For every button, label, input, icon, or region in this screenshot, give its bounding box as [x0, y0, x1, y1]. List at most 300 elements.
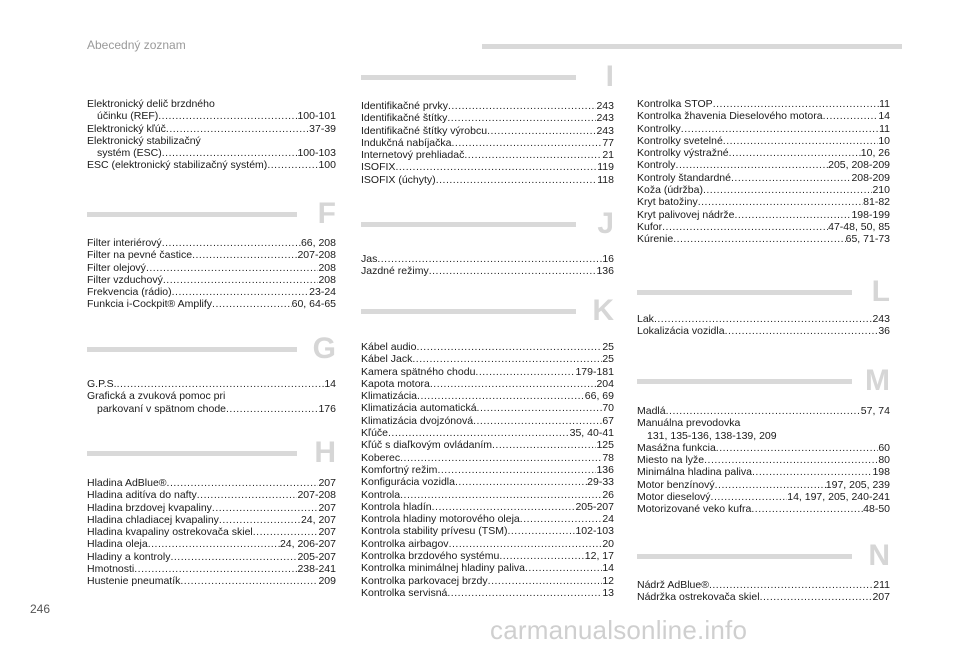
entry-term: Hustenie pneumatík — [87, 575, 181, 588]
entry-term: Kontrolka žhavenia Dieselového motora — [637, 110, 823, 123]
dot-leader — [507, 525, 575, 537]
page-header-title: Abecedný zoznam — [87, 38, 186, 52]
entry-page-ref: 205, 208-209 — [828, 159, 890, 172]
entry-page-ref: 204 — [596, 377, 614, 390]
entry-page-ref: 118 — [597, 173, 614, 186]
entry-page-ref: 66, 208 — [300, 237, 336, 249]
index-entry — [87, 135, 336, 147]
section-header — [637, 540, 890, 576]
dot-leader — [464, 149, 602, 161]
dot-leader — [416, 341, 602, 353]
entry-term: Internetový prehliadač — [361, 149, 465, 162]
dot-leader — [417, 390, 585, 402]
entry-term: Manuálna prevodovka — [637, 417, 741, 430]
index-entry — [637, 454, 890, 466]
index-entry — [637, 209, 890, 221]
dot-leader — [713, 98, 879, 110]
entry-term: Motor benzínový — [637, 478, 715, 491]
section-rule — [87, 347, 297, 352]
dot-leader — [487, 125, 596, 137]
entry-term: Klimatizácia — [361, 390, 418, 403]
entry-term: Elektronický stabilizačný — [87, 134, 201, 147]
index-entry — [361, 550, 614, 562]
entry-page-ref: 65, 71-73 — [845, 233, 890, 246]
index-entry — [637, 159, 890, 171]
entry-term: Kontrolky — [637, 122, 681, 135]
section-letter: M — [865, 364, 890, 397]
index-entry — [361, 390, 614, 402]
section-header — [87, 333, 336, 369]
dot-leader — [709, 579, 873, 591]
entry-page-ref: 207-208 — [297, 249, 336, 262]
entry-page-ref: 207 — [318, 477, 336, 489]
section-header — [87, 198, 336, 234]
entry-term: Filter olejový — [87, 261, 146, 274]
dot-leader — [475, 366, 575, 378]
index-entry — [87, 575, 336, 587]
entry-list — [87, 98, 336, 172]
entry-term: Minimálna hladina paliva — [637, 466, 752, 479]
entry-term: Indukčná nabíjačka — [361, 136, 452, 149]
entry-page-ref: 208 — [318, 273, 336, 286]
dot-leader — [731, 172, 851, 184]
entry-term: Kamera spätného chodu — [361, 365, 476, 378]
dot-leader — [823, 110, 879, 122]
dot-leader — [488, 575, 603, 587]
entry-page-ref: 26 — [602, 488, 614, 501]
entry-term: Filter na pevné častice — [87, 249, 193, 262]
entry-page-ref: 12 — [602, 574, 614, 587]
entry-page-ref: 211 — [873, 579, 890, 591]
entry-list — [87, 477, 336, 588]
entry-page-ref: 13 — [602, 586, 614, 599]
index-entry — [87, 538, 336, 550]
dot-leader — [430, 378, 597, 390]
index-section-g — [87, 333, 336, 415]
entry-term: Klimatizácia dvojzónová — [361, 414, 474, 427]
entry-page-ref: 11 — [879, 98, 890, 110]
dot-leader — [162, 147, 298, 159]
section-letter: J — [597, 207, 614, 240]
dot-leader — [716, 442, 879, 454]
index-entry — [361, 489, 614, 501]
dot-leader — [734, 209, 851, 221]
entry-page-ref: 207 — [318, 501, 336, 514]
index-entry — [637, 325, 890, 337]
entry-page-ref: 243 — [596, 124, 614, 137]
index-entry — [87, 551, 336, 563]
entry-page-ref: 207 — [318, 526, 336, 539]
index-entry — [361, 476, 614, 488]
section-rule — [637, 554, 852, 559]
entry-page-ref: 57, 74 — [860, 405, 890, 417]
index-section-m — [637, 365, 890, 516]
entry-list — [361, 253, 614, 278]
index-entry — [637, 221, 890, 233]
entry-term: Miesto na lyže — [637, 454, 705, 467]
entry-term: Grafická a zvuková pomoc pri — [87, 390, 226, 403]
entry-term: Filter interiérový — [87, 237, 162, 249]
entry-page-ref: 243 — [596, 112, 614, 125]
dot-leader — [219, 514, 301, 526]
entry-page-ref: 35, 40-41 — [569, 427, 614, 440]
entry-term: Hladina oleja — [87, 538, 148, 551]
dot-leader — [226, 403, 318, 415]
index-entry — [361, 149, 614, 161]
entry-term: Kryt batožiny — [637, 196, 698, 209]
header-rule — [482, 44, 902, 49]
entry-term: Nádržka ostrekovača skiel — [637, 591, 760, 604]
index-entry — [87, 286, 336, 298]
dot-leader — [473, 415, 602, 427]
entry-term: systém (ESC) — [97, 147, 162, 160]
section-letter: G — [312, 332, 336, 365]
entry-page-ref: 47-48, 50, 85 — [828, 220, 890, 233]
entry-page-ref: 60 — [878, 441, 890, 454]
dot-leader — [492, 439, 596, 451]
entry-term: Kontrola hladiny motorového oleja — [361, 513, 520, 526]
entry-page-ref: 77 — [602, 136, 614, 149]
index-entry — [87, 147, 336, 159]
entry-term: účinku (REF) — [97, 110, 159, 123]
section-header — [361, 295, 614, 331]
entry-term: Lokalizácia vozidla — [637, 325, 725, 338]
index-entry — [361, 575, 614, 587]
section-letter: L — [871, 275, 890, 308]
dot-leader — [148, 538, 280, 550]
dot-leader — [180, 575, 318, 587]
dot-leader — [162, 237, 301, 249]
entry-term: Kábel audio — [361, 341, 417, 353]
section-header — [637, 276, 890, 312]
dot-leader — [760, 591, 873, 603]
entry-term: Kontrolky výstražné — [637, 147, 729, 160]
section-header — [637, 365, 890, 401]
section-letter: I — [605, 60, 614, 93]
entry-term: Lak — [637, 313, 654, 325]
dot-leader — [212, 298, 292, 310]
entry-term: Identifikačné prvky — [361, 100, 448, 112]
watermark-text: carmanualsonline.info — [490, 615, 748, 645]
dot-leader — [134, 563, 297, 575]
index-entry — [637, 442, 890, 454]
dot-leader — [432, 501, 576, 513]
index-entry — [637, 479, 890, 491]
dot-leader — [400, 489, 602, 501]
entry-term: Kontroly štandardné — [637, 171, 731, 184]
entry-term: Kontrolka servisná — [361, 586, 448, 599]
entry-page-ref: 81-82 — [863, 196, 890, 209]
entry-page-ref: 25 — [602, 341, 614, 353]
section-rule — [361, 75, 576, 80]
entry-page-ref: 24, 207 — [300, 513, 336, 526]
dot-leader — [163, 274, 319, 286]
index-entry — [637, 123, 890, 135]
dot-leader — [117, 378, 325, 390]
dot-leader — [703, 184, 873, 196]
index-entry — [637, 405, 890, 417]
entry-term: Hladina brzdovej kvapaliny — [87, 501, 212, 514]
index-entry — [87, 262, 336, 274]
index-entry — [361, 137, 614, 149]
section-rule — [637, 379, 852, 384]
entry-term: Kontrolka STOP — [637, 98, 713, 110]
index-entry — [361, 513, 614, 525]
entry-page-ref: 179-181 — [575, 365, 614, 378]
entry-page-ref: 119 — [597, 161, 614, 174]
dot-leader — [729, 147, 861, 159]
index-entry — [87, 378, 336, 390]
entry-term: Hladiny a kontroly — [87, 550, 171, 563]
index-entry — [637, 172, 890, 184]
dot-leader — [525, 562, 602, 574]
dot-leader — [666, 405, 861, 417]
entry-page-ref: 210 — [872, 184, 890, 197]
dot-leader — [448, 100, 597, 112]
index-entry — [361, 538, 614, 550]
dot-leader — [377, 253, 602, 265]
dot-leader — [725, 325, 879, 337]
index-entry — [361, 353, 614, 365]
section-rule — [361, 222, 576, 227]
dot-leader — [253, 526, 319, 538]
dot-leader — [212, 502, 319, 514]
index-entry — [87, 563, 336, 575]
entry-page-ref: 67 — [602, 414, 614, 427]
index-entry — [361, 265, 614, 277]
entry-list — [361, 341, 614, 599]
entry-term: Identifikačné štítky výrobcu — [361, 124, 488, 137]
entry-term: Kľúče — [361, 427, 388, 440]
entry-term: Madlá — [637, 405, 666, 417]
entry-page-ref: 23-24 — [309, 286, 336, 299]
dot-leader — [197, 489, 298, 501]
entry-page-ref: 14 — [878, 110, 890, 123]
index-entry — [361, 161, 614, 173]
index-entry — [361, 378, 614, 390]
dot-leader — [477, 402, 603, 414]
entry-page-ref: 10 — [878, 134, 890, 147]
entry-page-ref: 12, 17 — [584, 550, 614, 563]
entry-term: Hladina AdBlue® — [87, 477, 167, 489]
entry-term: Kontrola hladín — [361, 500, 432, 513]
dot-leader — [172, 286, 310, 298]
section-rule — [87, 451, 297, 456]
dot-leader — [676, 159, 829, 171]
entry-page-ref: 14, 197, 205, 240-241 — [787, 491, 890, 504]
entry-term: ESC (elektronický stabilizačný systém) — [87, 159, 268, 172]
index-entry — [361, 452, 614, 464]
entry-term: Jazdné režimy — [361, 265, 429, 278]
entry-page-ref: 11 — [879, 122, 890, 135]
entry-term: Kryt palivovej nádrže — [637, 208, 735, 221]
dot-leader — [400, 452, 602, 464]
entry-page-ref: 24, 206-207 — [279, 538, 336, 551]
dot-leader — [673, 233, 845, 245]
index-section-f — [87, 198, 336, 311]
entry-term: Kontrolky svetelné — [637, 134, 723, 147]
index-entry — [87, 237, 336, 249]
index-entry — [637, 417, 890, 429]
section-letter: F — [317, 197, 336, 230]
index-entry — [87, 159, 336, 171]
index-entry — [637, 430, 890, 442]
entry-page-ref: 37-39 — [309, 122, 336, 135]
index-section-i — [361, 61, 614, 186]
index-entry — [87, 110, 336, 122]
entry-term: Komfortný režim — [361, 463, 438, 476]
entry-page-ref: 14 — [602, 562, 614, 575]
entry-page-ref: 238-241 — [297, 563, 336, 576]
index-entry — [361, 415, 614, 427]
entry-page-ref: 48-50 — [863, 503, 890, 516]
dot-leader — [704, 454, 878, 466]
dot-leader — [267, 159, 318, 171]
index-entry — [637, 503, 890, 515]
entry-page-ref: 10, 26 — [860, 147, 890, 160]
dot-leader — [455, 476, 587, 488]
entry-term: Nádrž AdBlue® — [637, 579, 709, 591]
index-entry — [361, 562, 614, 574]
entry-page-ref: 66, 69 — [584, 390, 614, 403]
entry-page-ref: 176 — [318, 402, 336, 415]
entry-term: Motor dieselový — [637, 491, 711, 504]
entry-term: Kontrolka parkovacej brzdy — [361, 574, 488, 587]
index-entry — [361, 366, 614, 378]
dot-leader — [166, 123, 309, 135]
index-entry — [361, 100, 614, 112]
entry-term: Hladina chladiacej kvapaliny — [87, 513, 219, 526]
dot-leader — [723, 135, 879, 147]
entry-term: Koža (údržba) — [637, 184, 703, 197]
index-entry — [87, 274, 336, 286]
dot-leader — [146, 262, 319, 274]
dot-leader — [698, 196, 863, 208]
dot-leader — [520, 513, 603, 525]
dot-leader — [711, 491, 788, 503]
entry-term: Konfigurácia vozidla — [361, 476, 455, 489]
index-entry — [361, 525, 614, 537]
entry-term: G.P.S. — [87, 378, 117, 390]
dot-leader — [499, 550, 584, 562]
entry-page-ref: 209 — [318, 575, 336, 588]
index-section-e — [87, 98, 336, 172]
section-rule — [87, 212, 297, 217]
dot-leader — [158, 110, 297, 122]
entry-page-ref: 136 — [596, 463, 614, 476]
entry-page-ref: 198 — [872, 466, 890, 479]
index-entry — [361, 125, 614, 137]
entry-term: Kufor — [637, 220, 663, 233]
entry-list — [361, 100, 614, 186]
index-entry — [637, 135, 890, 147]
dot-leader — [751, 503, 863, 515]
entry-term: Identifikačné štítky — [361, 112, 448, 125]
dot-leader — [388, 427, 570, 439]
entry-term: Frekvencia (rádio) — [87, 286, 172, 299]
section-header — [361, 61, 614, 97]
entry-term: Kúrenie — [637, 233, 674, 246]
entry-page-ref: 29-33 — [587, 476, 614, 489]
entry-page-ref: 16 — [602, 253, 614, 265]
entry-page-ref: 78 — [602, 451, 614, 464]
dot-leader — [436, 174, 598, 186]
entry-list — [637, 98, 890, 246]
entry-term: Elektronický delič brzdného — [87, 98, 215, 110]
entry-term: Filter vzduchový — [87, 273, 163, 286]
index-entry — [637, 313, 890, 325]
index-entry — [87, 477, 336, 489]
entry-term: Kapota motora — [361, 377, 430, 390]
index-entry — [361, 427, 614, 439]
entry-page-ref: 243 — [596, 100, 614, 112]
entry-page-ref: 207 — [872, 591, 890, 604]
index-entry — [637, 98, 890, 110]
index-section-h — [87, 437, 336, 588]
entry-page-ref: 60, 64-65 — [291, 298, 336, 311]
entry-term: Koberec — [361, 451, 401, 464]
dot-leader — [752, 466, 872, 478]
dot-leader — [447, 112, 596, 124]
dot-leader — [449, 538, 603, 550]
dot-leader — [437, 464, 596, 476]
index-entry — [87, 123, 336, 135]
dot-leader — [662, 221, 828, 233]
dot-leader — [170, 551, 297, 563]
entry-page-ref: 205-207 — [575, 500, 614, 513]
entry-term: Kontrola — [361, 488, 401, 501]
dot-leader — [654, 313, 873, 325]
dot-leader — [429, 265, 597, 277]
index-entry — [637, 184, 890, 196]
section-header — [87, 437, 336, 473]
entry-term: ISOFIX — [361, 161, 396, 174]
index-entry — [87, 98, 336, 110]
entry-term: Elektronický kľúč — [87, 122, 166, 135]
index-section-k — [361, 295, 614, 599]
index-entry — [361, 402, 614, 414]
entry-term: Kontroly — [637, 159, 676, 172]
entry-page-ref: 21 — [602, 149, 614, 162]
entry-page-ref: 198-199 — [851, 208, 890, 221]
dot-leader — [715, 479, 826, 491]
section-rule — [637, 290, 852, 295]
index-entry — [637, 147, 890, 159]
entry-term: 131, 135-136, 138-139, 209 — [647, 429, 777, 442]
entry-term: Kontrolka minimálnej hladiny paliva — [361, 562, 526, 575]
index-entry — [361, 253, 614, 265]
entry-page-ref: 205-207 — [297, 550, 336, 563]
index-entry — [87, 403, 336, 415]
index-entry — [361, 464, 614, 476]
entry-page-ref: 20 — [602, 537, 614, 550]
entry-term: Kontrola stability prívesu (TSM) — [361, 525, 508, 538]
dot-leader — [681, 123, 879, 135]
index-entry — [637, 579, 890, 591]
entry-page-ref: 136 — [596, 265, 614, 278]
entry-list — [637, 579, 890, 604]
index-entry — [87, 390, 336, 402]
entry-term: Jas — [361, 253, 378, 265]
index-entry — [637, 466, 890, 478]
entry-term: Hladina kvapaliny ostrekovača skiel — [87, 526, 253, 539]
index-entry — [87, 298, 336, 310]
entry-page-ref: 125 — [596, 439, 614, 452]
entry-term: Motorizované veko kufra — [637, 503, 752, 516]
index-entry — [637, 591, 890, 603]
entry-page-ref: 100 — [318, 159, 336, 172]
entry-page-ref: 102-103 — [575, 525, 614, 538]
